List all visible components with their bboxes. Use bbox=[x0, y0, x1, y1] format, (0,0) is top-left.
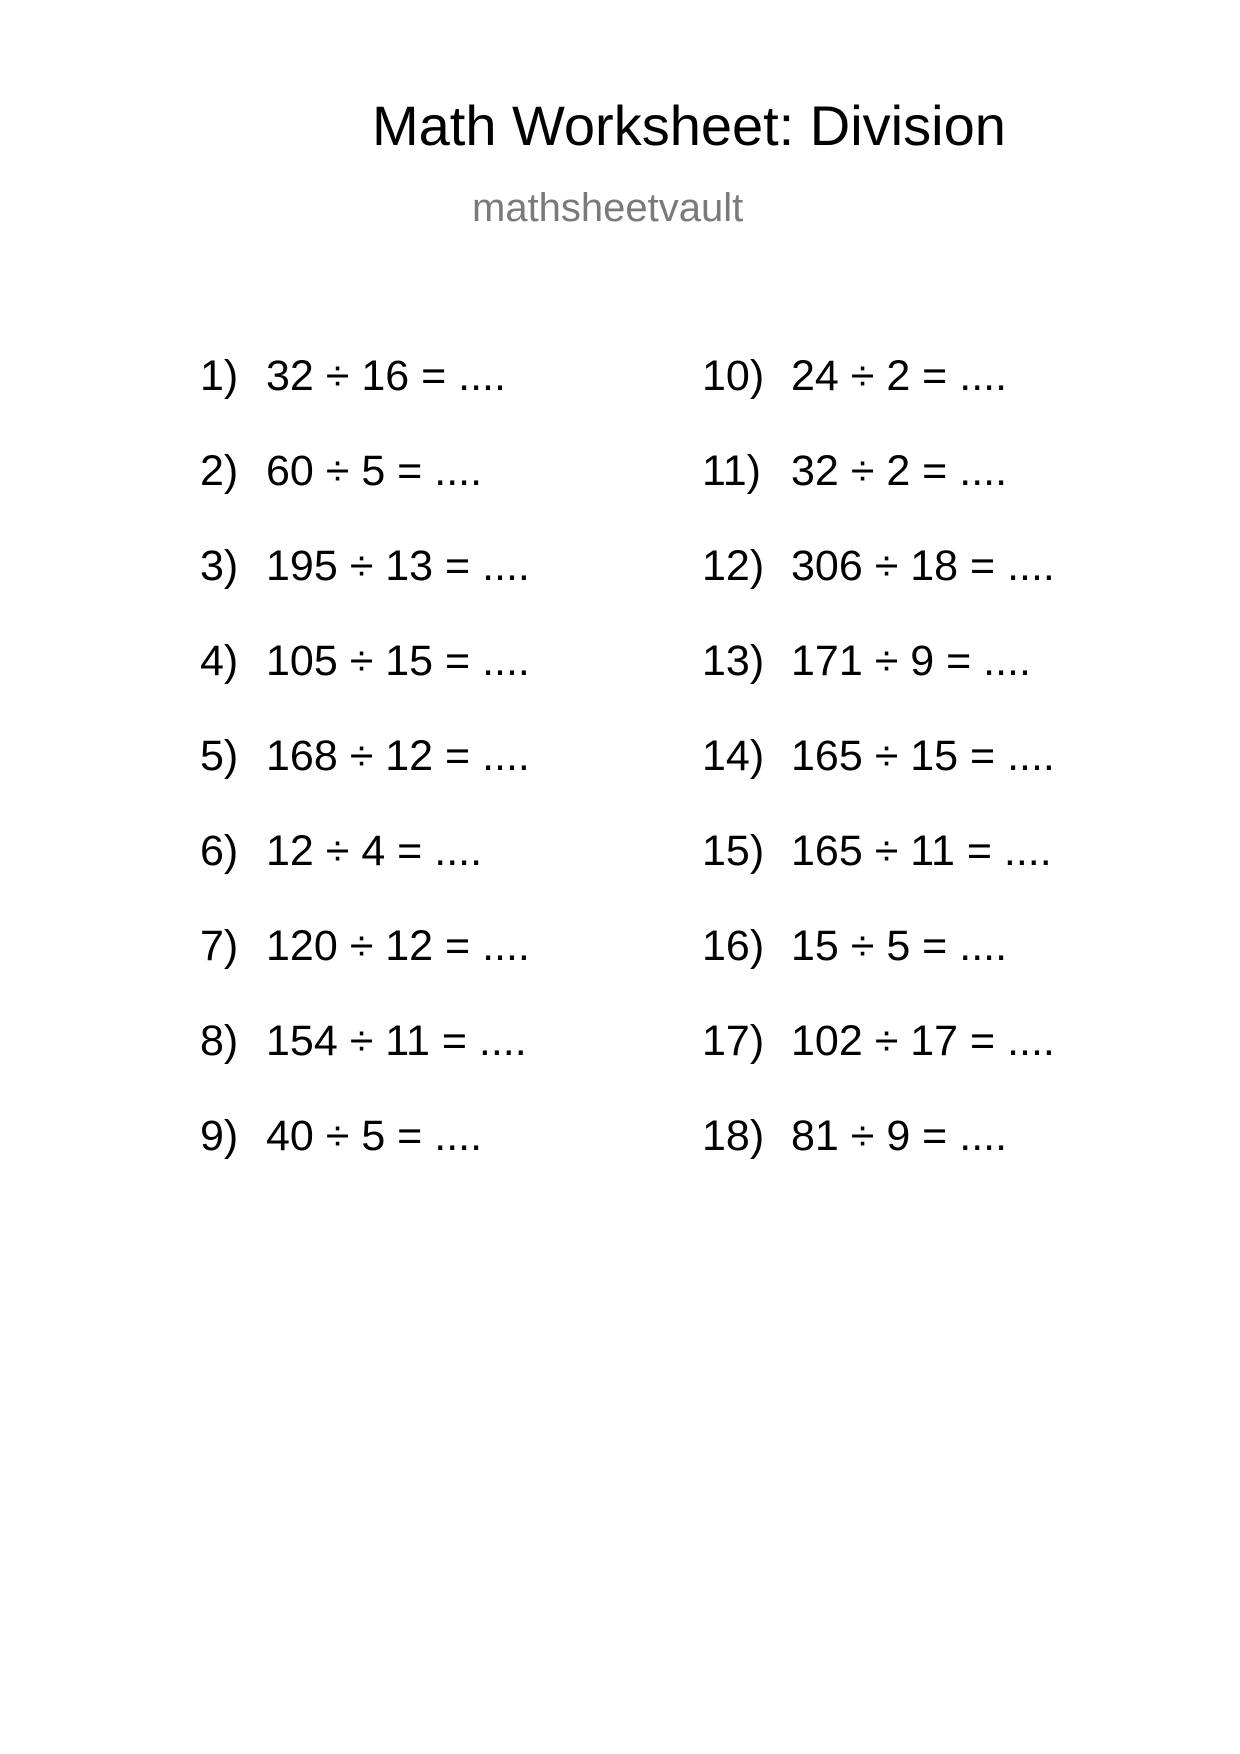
problem-number: 14) bbox=[702, 732, 765, 780]
problem-expression: 154 ÷ 11 = .... bbox=[266, 1017, 527, 1065]
problem-expression: 24 ÷ 2 = .... bbox=[791, 352, 1008, 400]
problem-number: 11) bbox=[702, 447, 761, 495]
problem-item bbox=[702, 922, 1055, 1020]
problem-number: 2) bbox=[200, 447, 239, 495]
problem-expression: 105 ÷ 15 = .... bbox=[266, 637, 530, 685]
problem-number: 7) bbox=[200, 922, 239, 970]
problem-expression: 165 ÷ 15 = .... bbox=[791, 732, 1055, 780]
problem-item bbox=[702, 1112, 1055, 1210]
problem-number: 1) bbox=[200, 352, 239, 400]
problem-number: 6) bbox=[200, 827, 239, 875]
problem-expression: 171 ÷ 9 = .... bbox=[791, 637, 1031, 685]
problems-column-left bbox=[200, 352, 530, 1210]
problem-item bbox=[200, 1112, 530, 1210]
problem-item bbox=[200, 922, 530, 1020]
problem-expression: 168 ÷ 12 = .... bbox=[266, 732, 530, 780]
problem-item bbox=[200, 447, 530, 545]
problem-number: 18) bbox=[702, 1112, 765, 1160]
problem-expression: 60 ÷ 5 = .... bbox=[266, 447, 483, 495]
problem-number: 15) bbox=[702, 827, 765, 875]
problem-item bbox=[702, 542, 1055, 640]
problems-column-right bbox=[702, 352, 1055, 1210]
worksheet-source: mathsheetvault bbox=[472, 186, 744, 230]
problem-number: 4) bbox=[200, 637, 239, 685]
problem-number: 5) bbox=[200, 732, 239, 780]
problem-expression: 102 ÷ 17 = .... bbox=[791, 1017, 1055, 1065]
problem-expression: 120 ÷ 12 = .... bbox=[266, 922, 530, 970]
worksheet-title: Math Worksheet: Division bbox=[372, 94, 1006, 157]
problem-item bbox=[702, 1017, 1055, 1115]
problem-expression: 12 ÷ 4 = .... bbox=[266, 827, 483, 875]
problem-expression: 32 ÷ 16 = .... bbox=[266, 352, 506, 400]
problem-number: 10) bbox=[702, 352, 765, 400]
problem-item bbox=[702, 732, 1055, 830]
problem-item bbox=[702, 352, 1055, 450]
problem-number: 17) bbox=[702, 1017, 765, 1065]
problem-number: 13) bbox=[702, 637, 765, 685]
problem-number: 9) bbox=[200, 1112, 239, 1160]
problem-item bbox=[200, 1017, 530, 1115]
problem-number: 12) bbox=[702, 542, 765, 590]
problem-number: 8) bbox=[200, 1017, 239, 1065]
problem-number: 3) bbox=[200, 542, 239, 590]
problem-item bbox=[702, 447, 1055, 545]
problem-item bbox=[200, 637, 530, 735]
problem-item bbox=[200, 542, 530, 640]
problem-expression: 32 ÷ 2 = .... bbox=[791, 447, 1008, 495]
problem-expression: 165 ÷ 11 = .... bbox=[791, 827, 1052, 875]
problem-expression: 15 ÷ 5 = .... bbox=[791, 922, 1008, 970]
problem-item bbox=[702, 637, 1055, 735]
problem-item bbox=[702, 827, 1055, 925]
problem-item bbox=[200, 352, 530, 450]
problem-item bbox=[200, 732, 530, 830]
problem-item bbox=[200, 827, 530, 925]
problem-expression: 40 ÷ 5 = .... bbox=[266, 1112, 483, 1160]
problem-expression: 81 ÷ 9 = .... bbox=[791, 1112, 1008, 1160]
problem-number: 16) bbox=[702, 922, 765, 970]
problem-expression: 195 ÷ 13 = .... bbox=[266, 542, 530, 590]
problem-expression: 306 ÷ 18 = .... bbox=[791, 542, 1055, 590]
